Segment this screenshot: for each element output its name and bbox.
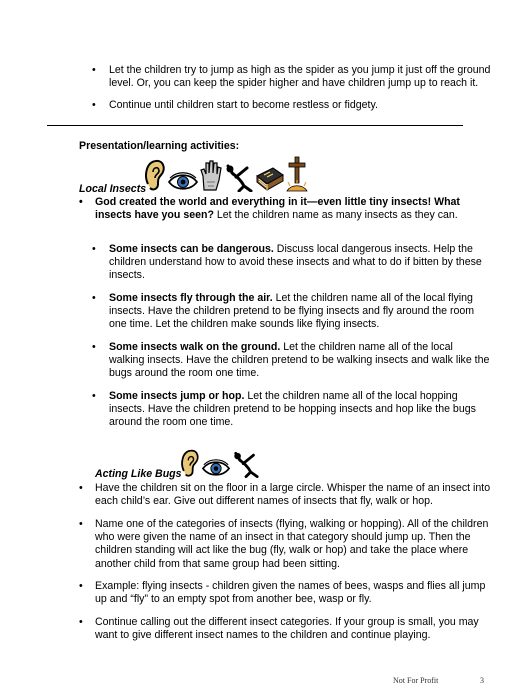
bullet: • <box>79 482 83 494</box>
acting-like-bugs-heading: Acting Like Bugs <box>95 468 182 480</box>
list-item-example: Example: flying insects - children given the names of bees, wasps and flies all jump up and “fly” to an empty spot from another bee, wasp or fly. <box>95 580 486 606</box>
paragraph-jump-spider: Let the children try to jump as high as the spider as you jump it just off the ground level. Or, you can keep the spider higher and have children jump up to reach it. <box>109 64 491 90</box>
stretching-figure-icon <box>232 451 260 478</box>
bullet: • <box>92 341 96 353</box>
local-insects-icon-row <box>144 156 308 192</box>
bullet: • <box>79 518 83 530</box>
item-bold-text: Some insects can be dangerous. <box>109 243 274 255</box>
list-item-categories: Name one of the categories of insects (flying, walking or hopping). All of the children who were given the name of an insect in that category should jump up. Then the children standing will act like the bug (fly, walk or hop) and take the place where another child from that same group had been sitting. <box>95 518 489 570</box>
intro-bold-text: God created the world and everything in it—even little tiny insects! What insects have you seen? <box>95 196 460 222</box>
item-text: Discuss local dangerous insects. Help the children understand how to avoid these insects and what to do if bitten by these insects. <box>109 243 482 282</box>
item-text: Let the children name all of the local walking insects. Have the children pretend to be walking insects and walk like the bugs around the room one time. <box>109 341 490 380</box>
intro-text: Let the children name as many insects as they can. <box>213 209 458 222</box>
bullet: • <box>92 292 96 304</box>
item-text: Let the children name all of the local hopping insects. Have the children pretend to be hopping insects and hop like the bugs around the room one time. <box>109 390 476 429</box>
eye-icon <box>202 459 230 478</box>
footer-text: Not For Profit <box>393 676 439 685</box>
bullet: • <box>79 580 83 592</box>
page-number: 3 <box>480 676 484 685</box>
item-bold-text: Some insects walk on the ground. <box>109 341 281 353</box>
hand-icon <box>200 160 222 192</box>
eye-icon <box>168 172 198 192</box>
bullet: • <box>92 243 96 255</box>
cross-icon <box>286 156 308 192</box>
list-item-dangerous <box>109 243 491 283</box>
list-item-fly <box>109 292 491 332</box>
stretching-figure-icon <box>224 164 254 192</box>
bullet: • <box>79 196 83 208</box>
acting-like-bugs-icon-row <box>180 448 260 478</box>
section-heading: Presentation/learning activities: <box>79 140 240 152</box>
list-item-walk <box>109 341 491 381</box>
ear-icon <box>180 448 200 478</box>
bullet: • <box>79 616 83 628</box>
local-insects-intro <box>95 196 490 222</box>
local-insects-heading: Local Insects <box>79 183 147 195</box>
bullet: • <box>92 390 96 402</box>
ear-icon <box>144 158 166 192</box>
horizontal-rule <box>47 125 463 126</box>
item-bold-text: Some insects jump or hop. <box>109 390 245 402</box>
bullet: • <box>92 64 96 76</box>
item-bold-text: Some insects fly through the air. <box>109 292 273 304</box>
bible-book-icon <box>256 166 284 192</box>
list-item-circle: Have the children sit on the floor in a large circle. Whisper the name of an insect into each child’s ear. Give out different names of insects that fly, walk or hop. <box>95 482 491 508</box>
bullet: • <box>92 99 96 111</box>
item-text: Let the children name all of the local flying insects. Have the children pretend to be flying insects and fly around the room one time. Let the children make sounds like flying insects. <box>109 292 475 331</box>
list-item-continue: Continue calling out the different insect categories. If your group is small, you may want to give different insect names to the children and continue playing. <box>95 616 479 642</box>
list-item-hop <box>109 390 491 430</box>
paragraph-continue: Continue until children start to become restless or fidgety. <box>109 99 378 111</box>
